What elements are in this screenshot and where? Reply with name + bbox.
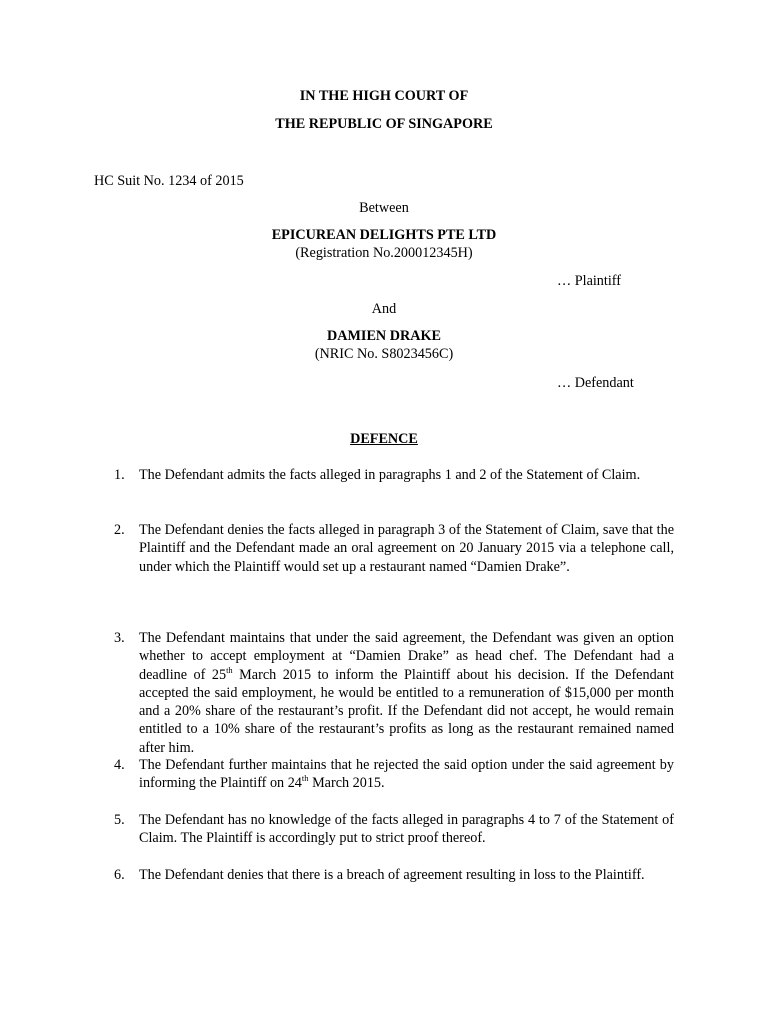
paragraph-text-part-b: March 2015.	[308, 775, 385, 792]
and-label: And	[371, 301, 397, 317]
between-label: Between	[359, 200, 409, 216]
paragraph-text: The Defendant denies that there is a breach of agreement resulting in loss to the Plaintiff.	[139, 867, 645, 883]
paragraph-text: The Defendant admits the facts alleged in paragraphs 1 and 2 of the Statement of Claim.	[139, 467, 641, 483]
paragraph-number: 4.	[114, 757, 125, 773]
defendant-role: … Defendant	[557, 375, 634, 391]
paragraph-number: 3.	[114, 630, 125, 646]
paragraph-text-part-a: The Defendant maintains that under the said agreement, the Defendant was given an option whether to accept employment at “Damien Drake” as head chef. The Defendant had a deadline of 25	[139, 630, 674, 683]
paragraph-text	[139, 629, 674, 757]
paragraph-number: 1.	[114, 467, 125, 483]
paragraph-text: The Defendant denies the facts alleged in paragraph 3 of the Statement of Claim, save that the Plaintiff and the Defendant made an oral agreement on 20 January 2015 via a telephone call, under which the Plaintiff would set up a restaurant named “Damien Drake”.	[139, 522, 674, 575]
paragraph-number: 5.	[114, 812, 125, 828]
paragraph-5	[114, 811, 674, 848]
plaintiff-registration: (Registration No.200012345H)	[295, 245, 473, 261]
paragraph-number: 2.	[114, 522, 125, 538]
court-title-line-1: IN THE HIGH COURT OF	[299, 88, 469, 104]
paragraph-number: 6.	[114, 867, 125, 883]
paragraph-text	[139, 756, 674, 793]
paragraph-text: The Defendant has no knowledge of the facts alleged in paragraphs 4 to 7 of the Statement of Claim. The Plaintiff is accordingly put to strict proof thereof.	[139, 812, 674, 847]
paragraph-4	[114, 756, 674, 793]
defendant-name: DAMIEN DRAKE	[327, 328, 441, 344]
paragraph-text-part-b: March 2015 to inform the Plaintiff about his decision. If the Defendant accepted the said employment, he would be entitled to a remuneration of $15,000 per month and a 20% share of the restaurant’s profit. If the Defendant did not accept, he would remain entitled to a 10% share of the restaurant’s profits as long as the restaurant remained named after him.	[139, 666, 675, 756]
paragraph-1	[114, 466, 674, 484]
defendant-nric: (NRIC No. S8023456C)	[314, 346, 454, 362]
suit-number: HC Suit No. 1234 of 2015	[94, 173, 244, 189]
paragraph-text-part-a: The Defendant further maintains that he rejected the said option under the said agreement by informing the Plaintiff on 24	[139, 757, 674, 792]
paragraph-3	[114, 629, 674, 757]
plaintiff-name: EPICUREAN DELIGHTS PTE LTD	[271, 227, 497, 243]
plaintiff-role: … Plaintiff	[557, 273, 621, 289]
ordinal-suffix: th	[301, 773, 309, 784]
paragraph-6	[114, 866, 674, 884]
paragraph-2	[114, 521, 674, 576]
document-heading: DEFENCE	[350, 431, 418, 447]
ordinal-suffix: th	[226, 664, 233, 675]
court-title-line-2: THE REPUBLIC OF SINGAPORE	[275, 116, 493, 132]
